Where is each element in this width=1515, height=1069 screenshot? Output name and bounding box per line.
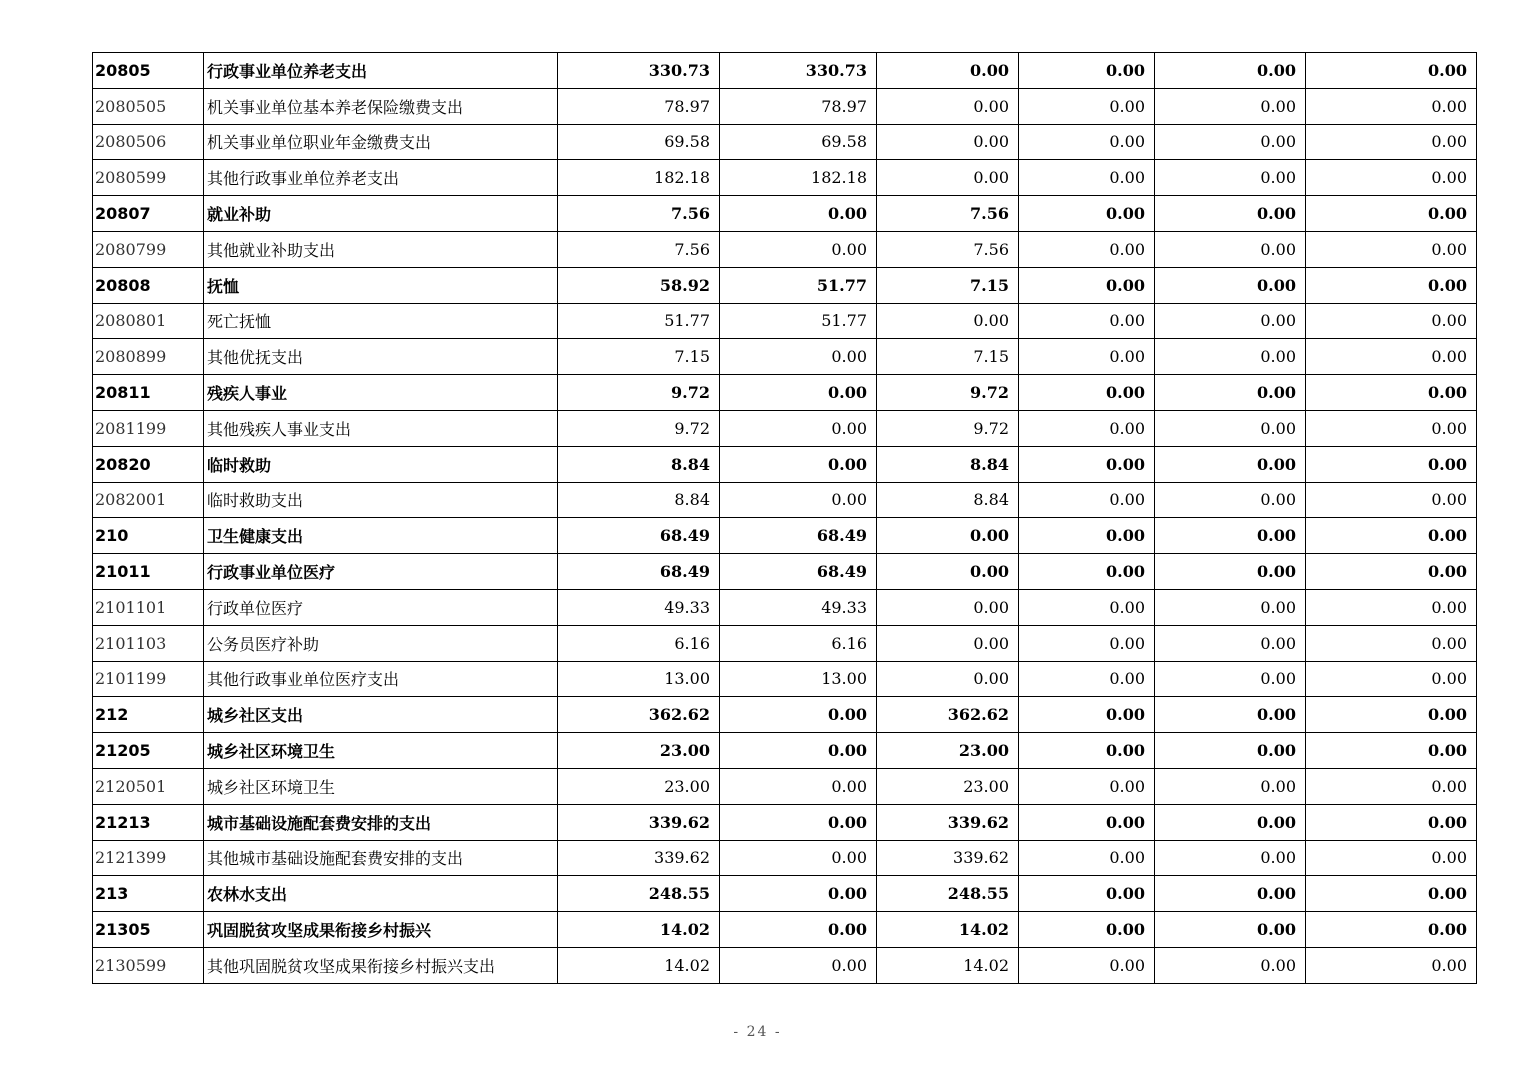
amount-cell: 339.62 <box>558 840 720 876</box>
amount-cell: 68.49 <box>558 554 720 590</box>
amount-cell: 7.15 <box>877 267 1019 303</box>
amount-cell: 0.00 <box>1155 518 1306 554</box>
amount-cell: 330.73 <box>720 53 877 89</box>
amount-cell: 0.00 <box>1155 196 1306 232</box>
amount-cell: 0.00 <box>877 88 1019 124</box>
table-body <box>93 53 1477 984</box>
amount-cell: 7.56 <box>558 196 720 232</box>
table-row <box>93 267 1477 303</box>
subject-name-cell: 巩固脱贫攻坚成果衔接乡村振兴 <box>204 912 558 948</box>
amount-cell: 339.62 <box>558 804 720 840</box>
subject-code-cell: 2080801 <box>93 303 204 339</box>
amount-cell: 0.00 <box>1306 267 1477 303</box>
amount-cell: 0.00 <box>1306 53 1477 89</box>
amount-cell: 0.00 <box>1306 768 1477 804</box>
amount-cell: 0.00 <box>720 768 877 804</box>
subject-name-cell: 行政单位医疗 <box>204 589 558 625</box>
subject-code-cell: 2130599 <box>93 947 204 983</box>
table-row <box>93 446 1477 482</box>
table-row <box>93 303 1477 339</box>
amount-cell: 0.00 <box>720 697 877 733</box>
amount-cell: 51.77 <box>558 303 720 339</box>
subject-code-cell: 2101101 <box>93 589 204 625</box>
table-row <box>93 88 1477 124</box>
amount-cell: 0.00 <box>1155 589 1306 625</box>
subject-name-cell: 临时救助 <box>204 446 558 482</box>
amount-cell: 9.72 <box>558 375 720 411</box>
table-row <box>93 231 1477 267</box>
subject-code-cell: 2121399 <box>93 840 204 876</box>
amount-cell: 0.00 <box>1019 554 1155 590</box>
amount-cell: 68.49 <box>720 518 877 554</box>
amount-cell: 339.62 <box>877 804 1019 840</box>
budget-table <box>92 52 1477 984</box>
page-number: - 24 - <box>733 1024 782 1040</box>
amount-cell: 69.58 <box>720 124 877 160</box>
table-row <box>93 53 1477 89</box>
amount-cell: 51.77 <box>720 303 877 339</box>
subject-code-cell: 2080505 <box>93 88 204 124</box>
amount-cell: 0.00 <box>1155 53 1306 89</box>
amount-cell: 0.00 <box>1306 339 1477 375</box>
subject-code-cell: 20820 <box>93 446 204 482</box>
amount-cell: 0.00 <box>720 876 877 912</box>
amount-cell: 0.00 <box>1306 124 1477 160</box>
table-row <box>93 733 1477 769</box>
amount-cell: 69.58 <box>558 124 720 160</box>
subject-code-cell: 2080799 <box>93 231 204 267</box>
subject-code-cell: 212 <box>93 697 204 733</box>
subject-code-cell: 20811 <box>93 375 204 411</box>
table-row <box>93 339 1477 375</box>
amount-cell: 7.56 <box>877 196 1019 232</box>
subject-name-cell: 其他行政事业单位医疗支出 <box>204 661 558 697</box>
amount-cell: 0.00 <box>1019 661 1155 697</box>
amount-cell: 0.00 <box>1306 697 1477 733</box>
subject-name-cell: 其他就业补助支出 <box>204 231 558 267</box>
table-row <box>93 661 1477 697</box>
amount-cell: 0.00 <box>1019 876 1155 912</box>
subject-name-cell: 机关事业单位职业年金缴费支出 <box>204 124 558 160</box>
subject-code-cell: 20807 <box>93 196 204 232</box>
amount-cell: 0.00 <box>1306 375 1477 411</box>
amount-cell: 7.56 <box>558 231 720 267</box>
amount-cell: 0.00 <box>1306 482 1477 518</box>
subject-name-cell: 抚恤 <box>204 267 558 303</box>
subject-name-cell: 城乡社区支出 <box>204 697 558 733</box>
amount-cell: 0.00 <box>1019 88 1155 124</box>
subject-code-cell: 21305 <box>93 912 204 948</box>
amount-cell: 0.00 <box>1155 876 1306 912</box>
amount-cell: 248.55 <box>877 876 1019 912</box>
amount-cell: 0.00 <box>877 160 1019 196</box>
table-row <box>93 768 1477 804</box>
amount-cell: 14.02 <box>877 947 1019 983</box>
amount-cell: 248.55 <box>558 876 720 912</box>
amount-cell: 0.00 <box>1306 733 1477 769</box>
amount-cell: 0.00 <box>1306 876 1477 912</box>
amount-cell: 51.77 <box>720 267 877 303</box>
amount-cell: 0.00 <box>1019 697 1155 733</box>
amount-cell: 0.00 <box>1155 768 1306 804</box>
amount-cell: 0.00 <box>1019 53 1155 89</box>
amount-cell: 78.97 <box>720 88 877 124</box>
table-row <box>93 410 1477 446</box>
amount-cell: 0.00 <box>1019 482 1155 518</box>
subject-name-cell: 死亡抚恤 <box>204 303 558 339</box>
amount-cell: 0.00 <box>1306 661 1477 697</box>
subject-name-cell: 城乡社区环境卫生 <box>204 768 558 804</box>
amount-cell: 9.72 <box>877 375 1019 411</box>
amount-cell: 23.00 <box>558 733 720 769</box>
amount-cell: 0.00 <box>1306 554 1477 590</box>
subject-code-cell: 2080599 <box>93 160 204 196</box>
amount-cell: 8.84 <box>558 446 720 482</box>
amount-cell: 0.00 <box>1019 840 1155 876</box>
amount-cell: 0.00 <box>877 124 1019 160</box>
amount-cell: 0.00 <box>1155 482 1306 518</box>
subject-code-cell: 2080899 <box>93 339 204 375</box>
amount-cell: 0.00 <box>720 912 877 948</box>
amount-cell: 0.00 <box>1019 124 1155 160</box>
amount-cell: 49.33 <box>558 589 720 625</box>
amount-cell: 8.84 <box>558 482 720 518</box>
amount-cell: 0.00 <box>877 518 1019 554</box>
amount-cell: 0.00 <box>720 733 877 769</box>
amount-cell: 0.00 <box>1155 733 1306 769</box>
amount-cell: 330.73 <box>558 53 720 89</box>
table-row <box>93 840 1477 876</box>
table-row <box>93 947 1477 983</box>
amount-cell: 0.00 <box>1019 339 1155 375</box>
amount-cell: 0.00 <box>877 625 1019 661</box>
amount-cell: 0.00 <box>1306 231 1477 267</box>
amount-cell: 0.00 <box>1306 410 1477 446</box>
amount-cell: 0.00 <box>1306 303 1477 339</box>
amount-cell: 0.00 <box>1019 231 1155 267</box>
amount-cell: 339.62 <box>877 840 1019 876</box>
amount-cell: 0.00 <box>1155 912 1306 948</box>
amount-cell: 58.92 <box>558 267 720 303</box>
table-row <box>93 804 1477 840</box>
subject-name-cell: 其他巩固脱贫攻坚成果衔接乡村振兴支出 <box>204 947 558 983</box>
table-row <box>93 589 1477 625</box>
amount-cell: 0.00 <box>1019 303 1155 339</box>
amount-cell: 0.00 <box>1306 840 1477 876</box>
amount-cell: 0.00 <box>1306 196 1477 232</box>
amount-cell: 0.00 <box>1019 804 1155 840</box>
amount-cell: 182.18 <box>720 160 877 196</box>
amount-cell: 0.00 <box>1306 88 1477 124</box>
amount-cell: 0.00 <box>877 661 1019 697</box>
amount-cell: 0.00 <box>877 589 1019 625</box>
subject-name-cell: 城乡社区环境卫生 <box>204 733 558 769</box>
subject-name-cell: 卫生健康支出 <box>204 518 558 554</box>
amount-cell: 0.00 <box>1306 625 1477 661</box>
amount-cell: 0.00 <box>1019 196 1155 232</box>
table-row <box>93 554 1477 590</box>
amount-cell: 0.00 <box>1306 446 1477 482</box>
subject-name-cell: 就业补助 <box>204 196 558 232</box>
subject-code-cell: 2080506 <box>93 124 204 160</box>
amount-cell: 6.16 <box>720 625 877 661</box>
amount-cell: 13.00 <box>558 661 720 697</box>
amount-cell: 0.00 <box>1155 446 1306 482</box>
subject-code-cell: 210 <box>93 518 204 554</box>
amount-cell: 0.00 <box>1155 410 1306 446</box>
amount-cell: 0.00 <box>720 339 877 375</box>
amount-cell: 7.56 <box>877 231 1019 267</box>
subject-code-cell: 21213 <box>93 804 204 840</box>
amount-cell: 0.00 <box>1155 303 1306 339</box>
subject-name-cell: 公务员医疗补助 <box>204 625 558 661</box>
amount-cell: 14.02 <box>877 912 1019 948</box>
amount-cell: 14.02 <box>558 912 720 948</box>
table-row <box>93 625 1477 661</box>
subject-code-cell: 21205 <box>93 733 204 769</box>
amount-cell: 7.15 <box>558 339 720 375</box>
amount-cell: 0.00 <box>720 947 877 983</box>
subject-name-cell: 行政事业单位养老支出 <box>204 53 558 89</box>
amount-cell: 0.00 <box>1306 589 1477 625</box>
subject-code-cell: 20805 <box>93 53 204 89</box>
amount-cell: 0.00 <box>1155 947 1306 983</box>
amount-cell: 0.00 <box>1019 912 1155 948</box>
table-row <box>93 518 1477 554</box>
amount-cell: 23.00 <box>877 733 1019 769</box>
table-row <box>93 196 1477 232</box>
amount-cell: 0.00 <box>1019 518 1155 554</box>
subject-name-cell: 残疾人事业 <box>204 375 558 411</box>
amount-cell: 0.00 <box>877 554 1019 590</box>
subject-code-cell: 2081199 <box>93 410 204 446</box>
table-row <box>93 697 1477 733</box>
amount-cell: 0.00 <box>1155 661 1306 697</box>
table-row <box>93 124 1477 160</box>
amount-cell: 0.00 <box>1155 160 1306 196</box>
amount-cell: 0.00 <box>1019 160 1155 196</box>
table-row <box>93 375 1477 411</box>
table-row <box>93 160 1477 196</box>
amount-cell: 68.49 <box>558 518 720 554</box>
amount-cell: 8.84 <box>877 482 1019 518</box>
subject-name-cell: 机关事业单位基本养老保险缴费支出 <box>204 88 558 124</box>
subject-code-cell: 2101103 <box>93 625 204 661</box>
amount-cell: 0.00 <box>1019 768 1155 804</box>
amount-cell: 0.00 <box>1306 804 1477 840</box>
amount-cell: 0.00 <box>1155 804 1306 840</box>
amount-cell: 49.33 <box>720 589 877 625</box>
amount-cell: 0.00 <box>877 303 1019 339</box>
amount-cell: 0.00 <box>1155 625 1306 661</box>
amount-cell: 13.00 <box>720 661 877 697</box>
amount-cell: 0.00 <box>1155 124 1306 160</box>
amount-cell: 14.02 <box>558 947 720 983</box>
amount-cell: 0.00 <box>720 840 877 876</box>
subject-name-cell: 其他优抚支出 <box>204 339 558 375</box>
table-row <box>93 876 1477 912</box>
amount-cell: 78.97 <box>558 88 720 124</box>
amount-cell: 0.00 <box>1155 267 1306 303</box>
amount-cell: 68.49 <box>720 554 877 590</box>
subject-code-cell: 213 <box>93 876 204 912</box>
subject-code-cell: 21011 <box>93 554 204 590</box>
amount-cell: 0.00 <box>1306 160 1477 196</box>
amount-cell: 0.00 <box>1019 625 1155 661</box>
subject-name-cell: 临时救助支出 <box>204 482 558 518</box>
amount-cell: 0.00 <box>1155 231 1306 267</box>
subject-name-cell: 农林水支出 <box>204 876 558 912</box>
amount-cell: 0.00 <box>1155 375 1306 411</box>
amount-cell: 0.00 <box>720 231 877 267</box>
amount-cell: 0.00 <box>1306 912 1477 948</box>
subject-name-cell: 其他行政事业单位养老支出 <box>204 160 558 196</box>
amount-cell: 0.00 <box>877 53 1019 89</box>
amount-cell: 0.00 <box>1019 947 1155 983</box>
amount-cell: 0.00 <box>1155 840 1306 876</box>
amount-cell: 0.00 <box>1306 947 1477 983</box>
amount-cell: 0.00 <box>720 375 877 411</box>
amount-cell: 0.00 <box>720 446 877 482</box>
amount-cell: 0.00 <box>1019 267 1155 303</box>
subject-name-cell: 其他城市基础设施配套费安排的支出 <box>204 840 558 876</box>
amount-cell: 23.00 <box>877 768 1019 804</box>
subject-code-cell: 2082001 <box>93 482 204 518</box>
amount-cell: 0.00 <box>1019 733 1155 769</box>
amount-cell: 0.00 <box>1155 697 1306 733</box>
subject-code-cell: 20808 <box>93 267 204 303</box>
amount-cell: 6.16 <box>558 625 720 661</box>
amount-cell: 0.00 <box>720 804 877 840</box>
amount-cell: 0.00 <box>720 410 877 446</box>
amount-cell: 182.18 <box>558 160 720 196</box>
amount-cell: 23.00 <box>558 768 720 804</box>
amount-cell: 362.62 <box>877 697 1019 733</box>
subject-name-cell: 其他残疾人事业支出 <box>204 410 558 446</box>
amount-cell: 0.00 <box>720 482 877 518</box>
amount-cell: 0.00 <box>720 196 877 232</box>
amount-cell: 0.00 <box>1306 518 1477 554</box>
amount-cell: 362.62 <box>558 697 720 733</box>
amount-cell: 9.72 <box>558 410 720 446</box>
subject-code-cell: 2120501 <box>93 768 204 804</box>
amount-cell: 0.00 <box>1019 375 1155 411</box>
subject-code-cell: 2101199 <box>93 661 204 697</box>
amount-cell: 8.84 <box>877 446 1019 482</box>
amount-cell: 0.00 <box>1019 589 1155 625</box>
table-row <box>93 482 1477 518</box>
amount-cell: 7.15 <box>877 339 1019 375</box>
amount-cell: 0.00 <box>1019 410 1155 446</box>
subject-name-cell: 城市基础设施配套费安排的支出 <box>204 804 558 840</box>
amount-cell: 0.00 <box>1019 446 1155 482</box>
subject-name-cell: 行政事业单位医疗 <box>204 554 558 590</box>
amount-cell: 0.00 <box>1155 339 1306 375</box>
amount-cell: 9.72 <box>877 410 1019 446</box>
table-row <box>93 912 1477 948</box>
amount-cell: 0.00 <box>1155 88 1306 124</box>
amount-cell: 0.00 <box>1155 554 1306 590</box>
